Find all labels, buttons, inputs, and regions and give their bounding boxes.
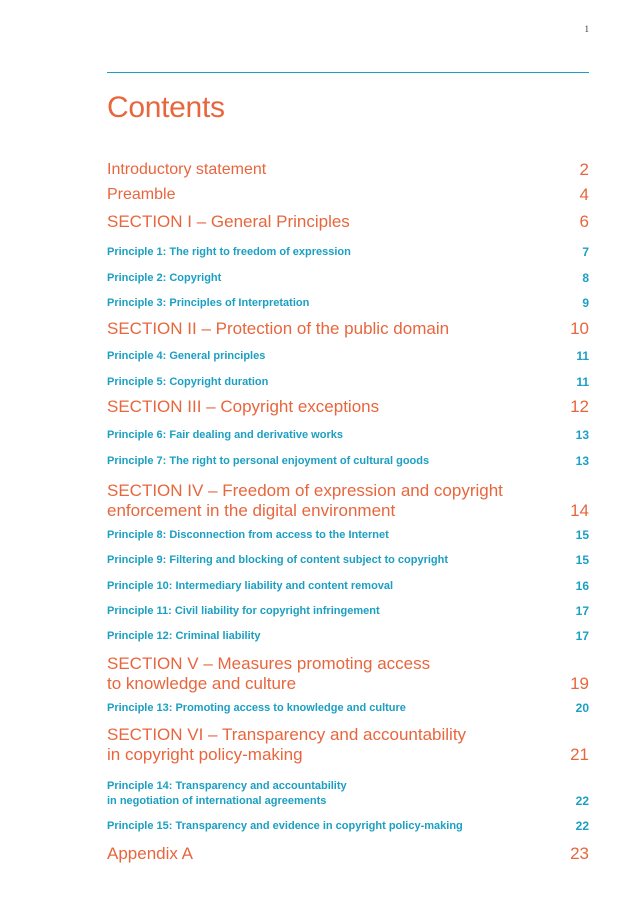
toc-entry-text: Principle 2: Copyright bbox=[107, 272, 222, 284]
toc-entry-text: Principle 14: Transparency and accountability in negotiation of international agreements bbox=[107, 780, 347, 807]
toc-entry-page: 17 bbox=[575, 629, 589, 643]
toc-entry-page: 19 bbox=[570, 674, 589, 693]
toc-entry-principle-6[interactable] bbox=[107, 428, 589, 443]
toc-entry-text: Appendix A bbox=[107, 844, 194, 863]
toc-entry-principle-8[interactable] bbox=[107, 528, 589, 543]
toc-entry-page: 2 bbox=[579, 160, 589, 179]
toc-entry-text: SECTION I – General Principles bbox=[107, 212, 350, 231]
toc-entry-preamble[interactable] bbox=[107, 185, 589, 205]
toc-entry-principle-7[interactable] bbox=[107, 454, 589, 469]
toc-entry-section-2[interactable] bbox=[107, 319, 589, 339]
toc-entry-page: 15 bbox=[575, 528, 589, 542]
page-number: 1 bbox=[584, 24, 589, 34]
toc-entry-section-6[interactable] bbox=[107, 725, 589, 765]
toc-entry-text: Principle 3: Principles of Interpretation bbox=[107, 297, 310, 309]
toc-entry-text: Introductory statement bbox=[107, 161, 267, 178]
toc-entry-page: 7 bbox=[582, 245, 589, 259]
toc-entry-page: 13 bbox=[575, 454, 589, 468]
toc-entry-principle-4[interactable] bbox=[107, 349, 589, 364]
toc-entry-text: Principle 6: Fair dealing and derivative works bbox=[107, 429, 343, 441]
toc-entry-text: SECTION VI – Transparency and accountability in copyright policy-making bbox=[107, 725, 467, 764]
toc-entry-text: Principle 5: Copyright duration bbox=[107, 376, 269, 388]
toc-entry-text: Principle 13: Promoting access to knowledge and culture bbox=[107, 702, 406, 714]
toc-entry-principle-10[interactable] bbox=[107, 579, 589, 594]
toc-entry-principle-1[interactable] bbox=[107, 245, 589, 260]
toc-entry-text: Principle 9: Filtering and blocking of content subject to copyright bbox=[107, 554, 449, 566]
toc-entry-text: SECTION II – Protection of the public domain bbox=[107, 319, 450, 338]
toc-entry-text: Principle 12: Criminal liability bbox=[107, 630, 261, 642]
toc-entry-text: SECTION III – Copyright exceptions bbox=[107, 397, 380, 416]
toc-entry-page: 11 bbox=[576, 375, 589, 389]
toc-entry-principle-9[interactable] bbox=[107, 553, 589, 568]
toc-entry-section-5[interactable] bbox=[107, 654, 589, 694]
toc-entry-text: Principle 8: Disconnection from access to the Internet bbox=[107, 529, 389, 541]
toc-entry-page: 11 bbox=[576, 349, 589, 363]
toc-entry-text: Preamble bbox=[107, 186, 176, 203]
toc-entry-text: Principle 7: The right to personal enjoyment of cultural goods bbox=[107, 455, 430, 467]
toc-entry-page: 22 bbox=[575, 794, 589, 808]
toc-entry-section-3[interactable] bbox=[107, 397, 589, 417]
toc-entry-page: 21 bbox=[570, 745, 589, 764]
toc-entry-principle-5[interactable] bbox=[107, 375, 589, 390]
toc-entry-principle-13[interactable] bbox=[107, 701, 589, 716]
toc-entry-page: 16 bbox=[575, 579, 589, 593]
toc-entry-section-1[interactable] bbox=[107, 212, 589, 232]
toc-entry-text: Principle 4: General principles bbox=[107, 350, 266, 362]
toc-entry-text: SECTION IV – Freedom of expression and copyright enforcement in the digital environment bbox=[107, 481, 503, 520]
header-divider bbox=[107, 72, 589, 73]
toc-entry-section-4[interactable] bbox=[107, 481, 589, 521]
toc-entry-page: 23 bbox=[570, 844, 589, 863]
toc-entry-page: 4 bbox=[579, 185, 589, 204]
toc-entry-principle-2[interactable] bbox=[107, 271, 589, 286]
toc-entry-page: 22 bbox=[575, 819, 589, 833]
toc-entry-principle-3[interactable] bbox=[107, 296, 589, 311]
toc-entry-page: 12 bbox=[570, 397, 589, 416]
toc-entry-principle-15[interactable] bbox=[107, 819, 589, 834]
toc-entry-page: 10 bbox=[570, 319, 589, 338]
toc-entry-text: Principle 10: Intermediary liability and content removal bbox=[107, 580, 394, 592]
toc-entry-page: 20 bbox=[575, 701, 589, 715]
page-title: Contents bbox=[107, 91, 225, 124]
toc-entry-page: 6 bbox=[579, 212, 589, 231]
toc-entry-principle-14[interactable] bbox=[107, 779, 589, 809]
toc-entry-page: 14 bbox=[570, 501, 589, 520]
toc-entry-introductory-statement[interactable] bbox=[107, 160, 589, 180]
toc-entry-text: Principle 15: Transparency and evidence in copyright policy-making bbox=[107, 820, 463, 832]
toc-entry-principle-12[interactable] bbox=[107, 629, 589, 644]
toc-entry-page: 15 bbox=[575, 553, 589, 567]
toc-entry-page: 9 bbox=[582, 296, 589, 310]
toc-entry-text: SECTION V – Measures promoting access to knowledge and culture bbox=[107, 654, 431, 693]
toc-entry-page: 13 bbox=[575, 428, 589, 442]
toc-entry-page: 17 bbox=[575, 604, 589, 618]
toc-entry-text: Principle 11: Civil liability for copyright infringement bbox=[107, 605, 380, 617]
toc-entry-text: Principle 1: The right to freedom of expression bbox=[107, 246, 351, 258]
toc-entry-appendix-a[interactable] bbox=[107, 844, 589, 864]
toc-entry-principle-11[interactable] bbox=[107, 604, 589, 619]
toc-entry-page: 8 bbox=[582, 271, 589, 285]
